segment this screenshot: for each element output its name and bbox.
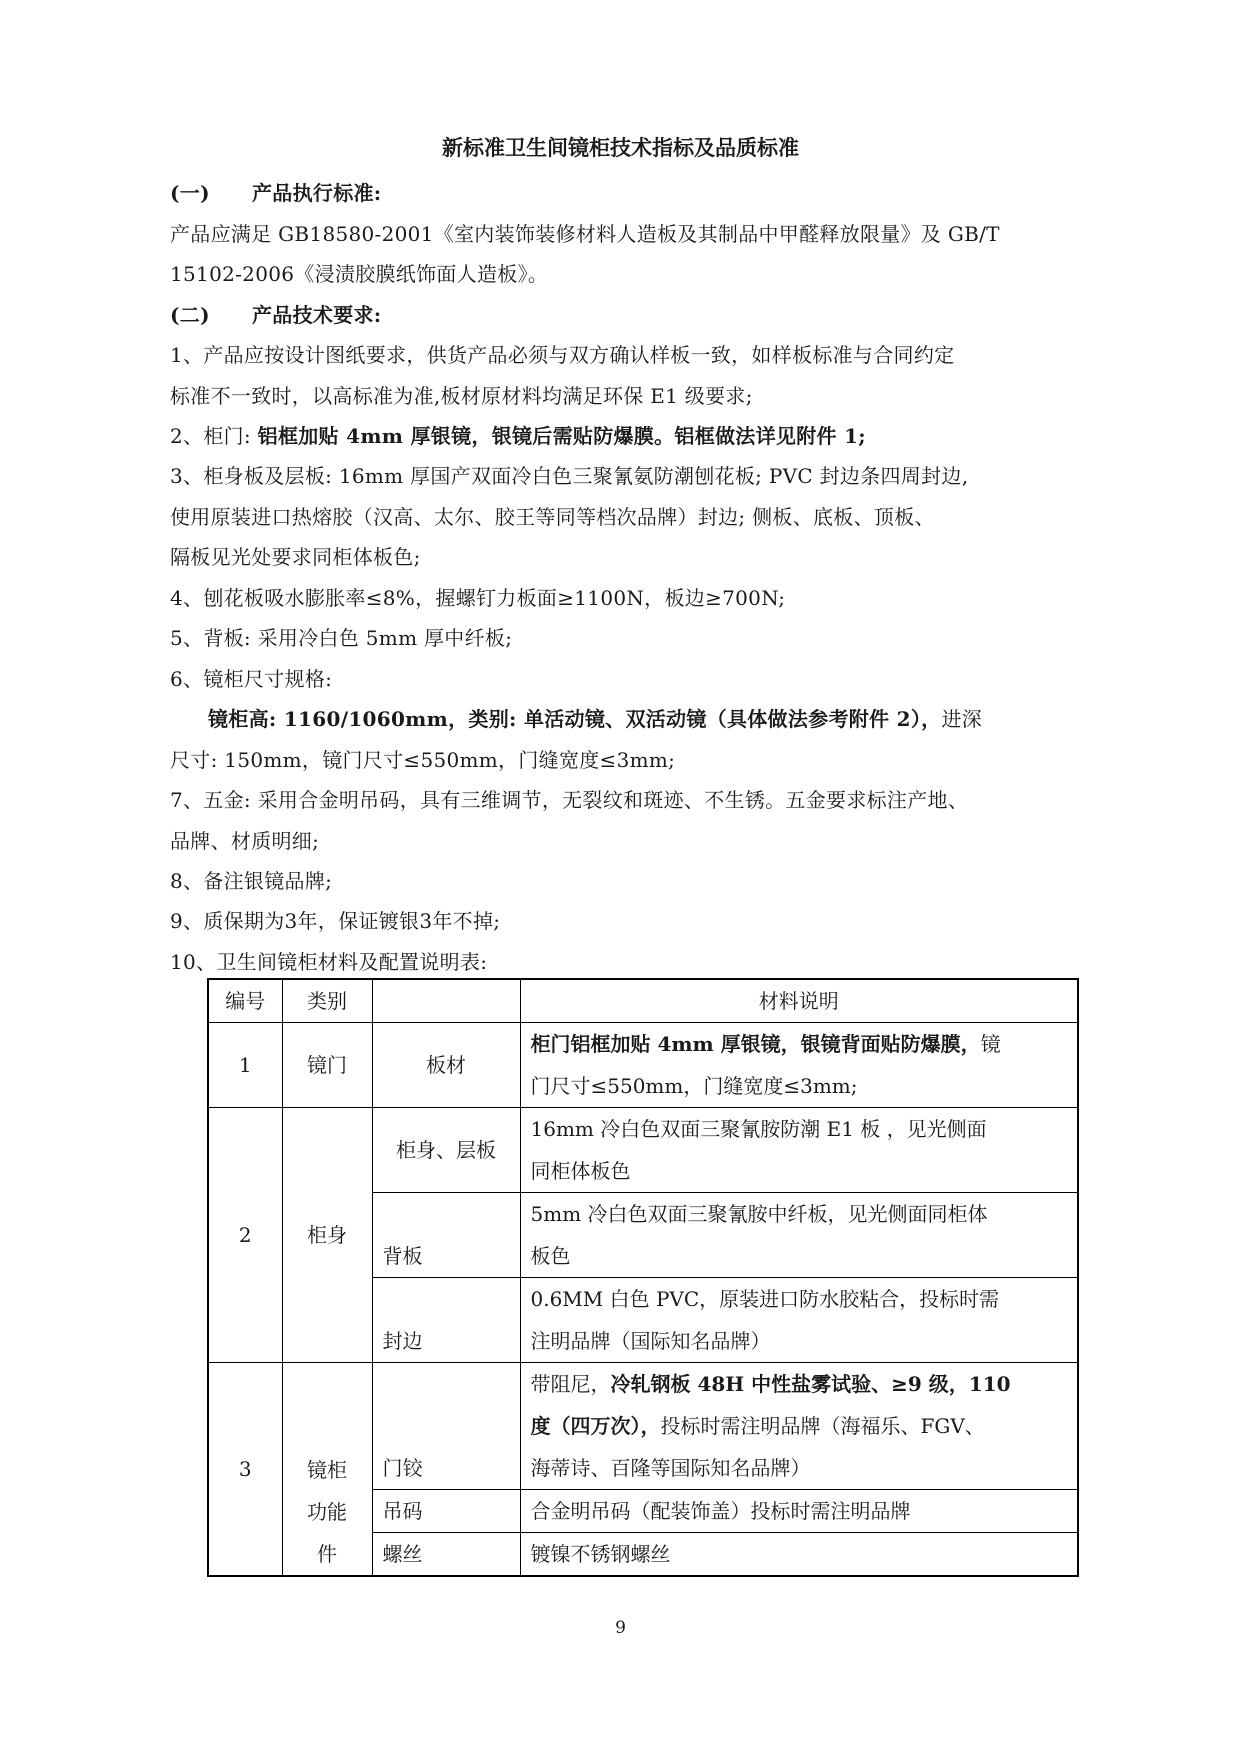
header-no: 编号 bbox=[208, 979, 282, 1023]
row-2a-desc bbox=[520, 1108, 1078, 1193]
page-title: 新标准卫生间镜柜技术指标及品质标准 bbox=[442, 135, 799, 160]
standard-line-1: 产品应满足 GB18580-2001《室内装饰装修材料人造板及其制品中甲醛释放限量》及 GB/T bbox=[170, 222, 1000, 246]
req-7-line-2: 品牌、材质明细; bbox=[170, 829, 320, 853]
row-3-no: 3 bbox=[208, 1363, 282, 1577]
row-3c-desc: 镀镍不锈钢螺丝 bbox=[520, 1533, 1078, 1577]
page-number: 9 bbox=[615, 1618, 626, 1638]
row-1-desc-line-1 bbox=[531, 1023, 1068, 1065]
row-3a-desc-line-2 bbox=[531, 1405, 1068, 1447]
req-6-detail-line-1 bbox=[208, 703, 982, 732]
req-2-bold: 铝框加贴 4mm 厚银镜，银镜后需贴防爆膜。铝框做法详见附件 1; bbox=[257, 424, 866, 448]
req-4: 4、刨花板吸水膨胀率≤8%，握螺钉力板面≥1100N，板边≥700N; bbox=[170, 586, 786, 610]
req-3-line-3: 隔板见光处要求同柜体板色; bbox=[170, 545, 421, 569]
req-2 bbox=[170, 420, 866, 449]
table-row bbox=[208, 1363, 1078, 1490]
req-10: 10、卫生间镜柜材料及配置说明表: bbox=[170, 950, 488, 974]
row-1-desc-rest: 镜 bbox=[980, 1032, 1001, 1056]
req-8: 8、备注银镜品牌; bbox=[170, 869, 333, 893]
row-1-item: 板材 bbox=[372, 1023, 520, 1108]
row-2a-item: 柜身、层板 bbox=[372, 1108, 520, 1193]
row-3a-desc-line-2-plain: 投标时需注明品牌（海福乐、FGV、 bbox=[660, 1414, 985, 1438]
req-1-line-1: 1、产品应按设计图纸要求，供货产品必须与双方确认样板一致，如样板标准与合同约定 bbox=[170, 343, 955, 367]
row-2c-desc bbox=[520, 1278, 1078, 1363]
req-3-line-2: 使用原装进口热熔胶（汉高、太尔、胶王等同等档次品牌）封边; 侧板、底板、顶板、 bbox=[170, 505, 935, 529]
req-6-detail-line-2: 尺寸: 150mm，镜门尺寸≤550mm，门缝宽度≤3mm; bbox=[170, 748, 676, 772]
row-2-category: 柜身 bbox=[282, 1108, 372, 1363]
req-9: 9、质保期为3年，保证镀银3年不掉; bbox=[170, 909, 501, 933]
section-1-heading bbox=[170, 177, 381, 206]
row-2-no: 2 bbox=[208, 1108, 282, 1363]
row-1-desc-bold: 柜门铝框加贴 4mm 厚银镜，银镜背面贴防爆膜， bbox=[530, 1032, 981, 1056]
row-3-category-line-2: 功能 bbox=[307, 1500, 347, 1524]
row-2a-desc-line-2: 同柜体板色 bbox=[530, 1159, 631, 1183]
row-2b-desc bbox=[520, 1193, 1078, 1278]
row-3-category bbox=[282, 1363, 372, 1577]
header-blank bbox=[372, 979, 520, 1023]
row-3a-desc-line-1 bbox=[531, 1363, 1068, 1405]
standard-line-2: 15102-2006《浸渍胶膜纸饰面人造板》。 bbox=[170, 262, 549, 286]
row-3a-desc-line-1-plain: 带阻尼， bbox=[530, 1372, 611, 1396]
row-3a-desc bbox=[520, 1363, 1078, 1490]
row-2b-desc-line-1: 5mm 冷白色双面三聚氰胺中纤板，见光侧面同柜体 bbox=[530, 1202, 988, 1226]
row-3b-desc: 合金明吊码（配装饰盖）投标时需注明品牌 bbox=[520, 1490, 1078, 1533]
section-1-title: 产品执行标准: bbox=[252, 181, 382, 205]
row-3a-item: 门铰 bbox=[372, 1363, 520, 1490]
row-1-desc-line-2: 门尺寸≤550mm，门缝宽度≤3mm; bbox=[530, 1074, 858, 1098]
materials-table bbox=[207, 978, 1079, 1577]
row-2c-item: 封边 bbox=[372, 1278, 520, 1363]
section-2-heading bbox=[170, 299, 381, 328]
header-desc: 材料说明 bbox=[520, 979, 1078, 1023]
table-row bbox=[208, 1023, 1078, 1108]
table-header-row bbox=[208, 979, 1078, 1023]
table-row bbox=[208, 1108, 1078, 1193]
req-6: 6、镜柜尺寸规格: bbox=[170, 667, 333, 691]
req-3-line-1: 3、柜身板及层板: 16mm 厚国产双面冷白色三聚氰氨防潮刨花板; PVC 封边条四周封边, bbox=[170, 464, 969, 488]
row-1-category: 镜门 bbox=[282, 1023, 372, 1108]
req-6-detail-rest: 进深 bbox=[941, 707, 983, 731]
req-5: 5、背板: 采用冷白色 5mm 厚中纤板; bbox=[170, 626, 513, 650]
row-1-no: 1 bbox=[208, 1023, 282, 1108]
row-1-desc bbox=[520, 1023, 1078, 1108]
row-3a-desc-line-3: 海蒂诗、百隆等国际知名品牌） bbox=[530, 1456, 811, 1480]
row-3c-item: 螺丝 bbox=[372, 1533, 520, 1577]
row-3a-desc-line-1-bold: 冷轧钢板 48H 中性盐雾试验、≥9 级，110 bbox=[610, 1372, 1011, 1396]
section-2-number: (二) bbox=[170, 303, 210, 327]
section-1-number: (一) bbox=[170, 181, 210, 205]
row-2a-desc-line-1: 16mm 冷白色双面三聚氰胺防潮 E1 板 ，见光侧面 bbox=[530, 1117, 987, 1141]
row-3-category-line-1: 镜柜 bbox=[307, 1458, 347, 1482]
row-2b-desc-line-2: 板色 bbox=[530, 1244, 571, 1268]
row-2b-item: 背板 bbox=[372, 1193, 520, 1278]
row-2c-desc-line-2: 注明品牌（国际知名品牌） bbox=[530, 1329, 771, 1353]
header-category: 类别 bbox=[282, 979, 372, 1023]
req-2-prefix: 2、柜门: bbox=[170, 424, 251, 448]
section-2-title: 产品技术要求: bbox=[252, 303, 382, 327]
row-2c-desc-line-1: 0.6MM 白色 PVC，原装进口防水胶粘合，投标时需 bbox=[530, 1287, 1000, 1311]
req-6-detail-bold: 镜柜高: 1160/1060mm，类别: 单活动镜、双活动镜（具体做法参考附件 2）， bbox=[208, 707, 942, 731]
req-7-line-1: 7、五金: 采用合金明吊码，具有三维调节，无裂纹和斑迹、不生锈。五金要求标注产地、 bbox=[170, 788, 969, 812]
row-3-category-line-3: 件 bbox=[317, 1542, 337, 1566]
row-3b-item: 吊码 bbox=[372, 1490, 520, 1533]
row-3a-desc-line-2-bold: 度（四万次）， bbox=[530, 1414, 661, 1438]
req-1-line-2: 标准不一致时，以高标准为准,板材原材料均满足环保 E1 级要求; bbox=[170, 384, 753, 408]
